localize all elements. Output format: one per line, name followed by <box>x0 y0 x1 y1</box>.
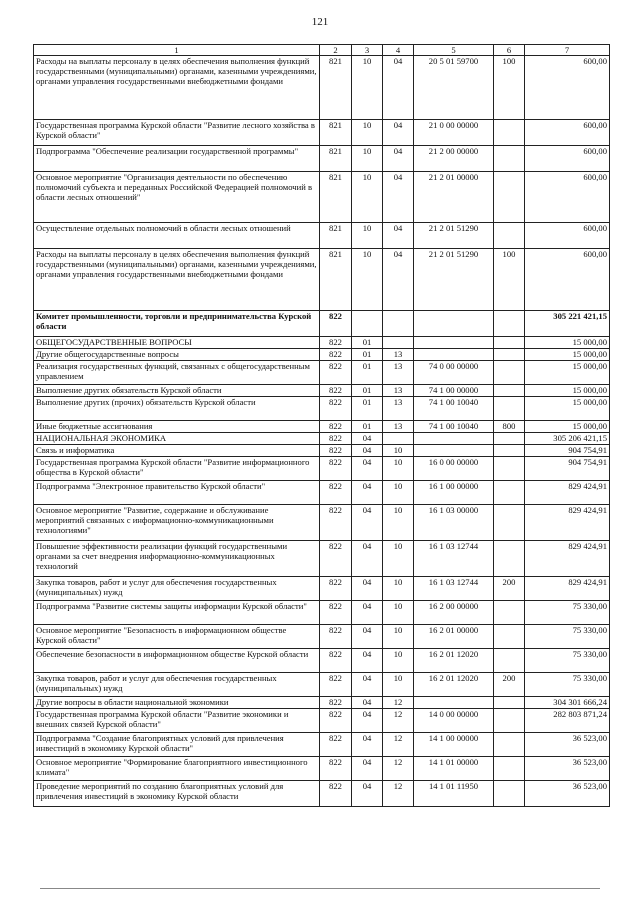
amount: 15 000,00 <box>525 397 610 421</box>
row-name: Расходы на выплаты персоналу в целях обеспечения выполнения функций государственными (муниципальными) органами, казенными учреждениями, органами управления государственными внебюджетными фондами <box>34 56 320 120</box>
expense-type-code <box>494 757 525 781</box>
ministry-code: 821 <box>320 172 352 223</box>
table-row <box>34 120 610 146</box>
table-row <box>34 601 610 625</box>
section-code: 10 <box>352 223 383 249</box>
row-name: Обеспечение безопасности в информационном обществе Курской области <box>34 649 320 673</box>
section-code: 04 <box>352 601 383 625</box>
section-code <box>352 311 383 337</box>
table-row <box>34 697 610 709</box>
subsection-code: 13 <box>383 421 414 433</box>
section-code: 04 <box>352 673 383 697</box>
row-name: Подпрограмма "Развитие системы защиты информации Курской области" <box>34 601 320 625</box>
row-name: Государственная программа Курской области "Развитие экономики и внешних связей Курской области" <box>34 709 320 733</box>
expense-type-code <box>494 349 525 361</box>
column-header: 3 <box>352 45 383 56</box>
subsection-code: 10 <box>383 541 414 577</box>
subsection-code: 13 <box>383 397 414 421</box>
section-code: 04 <box>352 457 383 481</box>
column-header: 1 <box>34 45 320 56</box>
section-code: 04 <box>352 577 383 601</box>
row-name: Иные бюджетные ассигнования <box>34 421 320 433</box>
subsection-code: 10 <box>383 673 414 697</box>
subsection-code <box>383 311 414 337</box>
section-code: 04 <box>352 697 383 709</box>
expense-type-code <box>494 223 525 249</box>
target-article-code: 21 2 00 00000 <box>414 146 494 172</box>
ministry-code: 822 <box>320 445 352 457</box>
table-row <box>34 733 610 757</box>
expense-type-code <box>494 625 525 649</box>
target-article-code <box>414 445 494 457</box>
ministry-code: 821 <box>320 249 352 311</box>
subsection-code: 04 <box>383 223 414 249</box>
expense-type-code <box>494 541 525 577</box>
target-article-code <box>414 311 494 337</box>
amount: 305 206 421,15 <box>525 433 610 445</box>
expense-type-code <box>494 120 525 146</box>
subsection-code: 13 <box>383 361 414 385</box>
amount: 904 754,91 <box>525 457 610 481</box>
target-article-code <box>414 337 494 349</box>
subsection-code: 04 <box>383 146 414 172</box>
row-name: Осуществление отдельных полномочий в области лесных отношений <box>34 223 320 249</box>
subsection-code: 10 <box>383 481 414 505</box>
table-row <box>34 385 610 397</box>
section-code: 04 <box>352 481 383 505</box>
ministry-code: 822 <box>320 697 352 709</box>
subsection-code: 04 <box>383 249 414 311</box>
target-article-code: 21 2 01 51290 <box>414 223 494 249</box>
amount: 15 000,00 <box>525 349 610 361</box>
table-row <box>34 649 610 673</box>
table-row <box>34 361 610 385</box>
expense-type-code <box>494 385 525 397</box>
target-article-code: 14 0 00 00000 <box>414 709 494 733</box>
subsection-code: 10 <box>383 625 414 649</box>
amount: 829 424,91 <box>525 577 610 601</box>
expense-type-code: 800 <box>494 421 525 433</box>
expense-type-code <box>494 445 525 457</box>
target-article-code: 20 5 01 59700 <box>414 56 494 120</box>
table-row <box>34 172 610 223</box>
expense-type-code <box>494 146 525 172</box>
amount: 15 000,00 <box>525 421 610 433</box>
target-article-code: 21 2 01 51290 <box>414 249 494 311</box>
table-row <box>34 625 610 649</box>
target-article-code: 16 1 00 00000 <box>414 481 494 505</box>
target-article-code: 74 1 00 10040 <box>414 421 494 433</box>
section-code: 04 <box>352 625 383 649</box>
subsection-code: 10 <box>383 445 414 457</box>
ministry-code: 822 <box>320 709 352 733</box>
subsection-code: 04 <box>383 120 414 146</box>
row-name: ОБЩЕГОСУДАРСТВЕННЫЕ ВОПРОСЫ <box>34 337 320 349</box>
section-code: 01 <box>352 361 383 385</box>
amount: 600,00 <box>525 172 610 223</box>
column-header: 7 <box>525 45 610 56</box>
target-article-code <box>414 697 494 709</box>
expense-type-code <box>494 709 525 733</box>
subsection-code: 04 <box>383 56 414 120</box>
table-row <box>34 421 610 433</box>
amount: 600,00 <box>525 146 610 172</box>
section-code: 04 <box>352 505 383 541</box>
target-article-code: 16 2 01 12020 <box>414 673 494 697</box>
expense-type-code: 200 <box>494 673 525 697</box>
table-row <box>34 781 610 807</box>
row-name: Выполнение других обязательств Курской области <box>34 385 320 397</box>
row-name: Основное мероприятие "Безопасность в информационном обществе Курской области" <box>34 625 320 649</box>
target-article-code: 74 0 00 00000 <box>414 361 494 385</box>
row-name: Основное мероприятие "Формирование благоприятного инвестиционного климата" <box>34 757 320 781</box>
section-code: 04 <box>352 433 383 445</box>
row-name: Государственная программа Курской области "Развитие лесного хозяйства в Курской области" <box>34 120 320 146</box>
section-code: 04 <box>352 781 383 807</box>
row-name: Государственная программа Курской области "Развитие информационного общества в Курской области" <box>34 457 320 481</box>
section-code: 01 <box>352 397 383 421</box>
ministry-code: 822 <box>320 505 352 541</box>
ministry-code: 822 <box>320 433 352 445</box>
subsection-code <box>383 433 414 445</box>
amount: 15 000,00 <box>525 361 610 385</box>
ministry-code: 822 <box>320 385 352 397</box>
ministry-code: 822 <box>320 457 352 481</box>
table-row <box>34 505 610 541</box>
target-article-code: 21 2 01 00000 <box>414 172 494 223</box>
table-row <box>34 757 610 781</box>
table-row <box>34 223 610 249</box>
table-row <box>34 673 610 697</box>
row-name: Основное мероприятие "Развитие, содержание и обслуживание мероприятий связанных с информационно-коммуникационными технологиями" <box>34 505 320 541</box>
target-article-code <box>414 349 494 361</box>
table-row <box>34 457 610 481</box>
target-article-code: 16 2 01 12020 <box>414 649 494 673</box>
amount: 304 301 666,24 <box>525 697 610 709</box>
table-row <box>34 577 610 601</box>
target-article-code <box>414 433 494 445</box>
subsection-code: 10 <box>383 577 414 601</box>
subsection-code: 04 <box>383 172 414 223</box>
amount: 829 424,91 <box>525 505 610 541</box>
expense-type-code <box>494 397 525 421</box>
subsection-code: 12 <box>383 709 414 733</box>
amount: 36 523,00 <box>525 733 610 757</box>
amount: 75 330,00 <box>525 601 610 625</box>
table-row <box>34 337 610 349</box>
subsection-code: 12 <box>383 757 414 781</box>
expense-type-code <box>494 733 525 757</box>
ministry-code: 822 <box>320 733 352 757</box>
section-code: 04 <box>352 649 383 673</box>
column-header-row <box>34 45 610 56</box>
target-article-code: 16 2 00 00000 <box>414 601 494 625</box>
section-code: 01 <box>352 337 383 349</box>
footer-divider <box>40 888 600 889</box>
row-name: Проведение мероприятий по созданию благоприятных условий для привлечения инвестиций в экономику Курской области <box>34 781 320 807</box>
ministry-code: 822 <box>320 421 352 433</box>
row-name: Закупка товаров, работ и услуг для обеспечения государственных (муниципальных) нужд <box>34 577 320 601</box>
ministry-code: 822 <box>320 781 352 807</box>
amount: 15 000,00 <box>525 385 610 397</box>
ministry-code: 822 <box>320 757 352 781</box>
target-article-code: 16 0 00 00000 <box>414 457 494 481</box>
table-row <box>34 481 610 505</box>
table-row <box>34 397 610 421</box>
amount: 829 424,91 <box>525 541 610 577</box>
subsection-code: 12 <box>383 781 414 807</box>
ministry-code: 822 <box>320 311 352 337</box>
section-code: 10 <box>352 146 383 172</box>
target-article-code: 14 1 01 11950 <box>414 781 494 807</box>
expense-type-code <box>494 649 525 673</box>
column-header: 5 <box>414 45 494 56</box>
amount: 600,00 <box>525 223 610 249</box>
amount: 75 330,00 <box>525 673 610 697</box>
budget-table <box>33 44 610 807</box>
amount: 600,00 <box>525 249 610 311</box>
ministry-code: 822 <box>320 577 352 601</box>
column-header: 2 <box>320 45 352 56</box>
section-code: 01 <box>352 385 383 397</box>
expense-type-code <box>494 172 525 223</box>
ministry-code: 822 <box>320 361 352 385</box>
expense-type-code: 100 <box>494 249 525 311</box>
section-code: 04 <box>352 541 383 577</box>
ministry-code: 822 <box>320 397 352 421</box>
ministry-code: 822 <box>320 649 352 673</box>
expense-type-code: 100 <box>494 56 525 120</box>
section-code: 10 <box>352 120 383 146</box>
section-code: 10 <box>352 56 383 120</box>
amount: 600,00 <box>525 120 610 146</box>
target-article-code: 16 1 03 12744 <box>414 577 494 601</box>
section-code: 04 <box>352 733 383 757</box>
row-name: Основное мероприятие "Организация деятельности по обеспечению полномочий субъекта и переданных Российской Федерацией полномочий в области лесных отношений" <box>34 172 320 223</box>
row-name: Подпрограмма "Создание благоприятных условий для привлечения инвестиций в экономику Курской области" <box>34 733 320 757</box>
table-row <box>34 709 610 733</box>
column-header: 4 <box>383 45 414 56</box>
row-name: Расходы на выплаты персоналу в целях обеспечения выполнения функций государственными (муниципальными) органами, казенными учреждениями, органами управления государственными внебюджетными фондами <box>34 249 320 311</box>
subsection-code <box>383 337 414 349</box>
subsection-code: 13 <box>383 349 414 361</box>
ministry-code: 822 <box>320 337 352 349</box>
target-article-code: 21 0 00 00000 <box>414 120 494 146</box>
subsection-code: 10 <box>383 505 414 541</box>
ministry-code: 821 <box>320 223 352 249</box>
section-code: 01 <box>352 349 383 361</box>
target-article-code: 16 1 03 00000 <box>414 505 494 541</box>
ministry-code: 822 <box>320 601 352 625</box>
amount: 282 803 871,24 <box>525 709 610 733</box>
row-name: Связь и информатика <box>34 445 320 457</box>
amount: 36 523,00 <box>525 781 610 807</box>
expense-type-code <box>494 311 525 337</box>
expense-type-code <box>494 457 525 481</box>
subsection-code: 10 <box>383 649 414 673</box>
expense-type-code <box>494 601 525 625</box>
expense-type-code <box>494 433 525 445</box>
section-code: 10 <box>352 249 383 311</box>
subsection-code: 12 <box>383 697 414 709</box>
amount: 904 754,91 <box>525 445 610 457</box>
row-name: Подпрограмма "Обеспечение реализации государственной программы" <box>34 146 320 172</box>
row-name: Закупка товаров, работ и услуг для обеспечения государственных (муниципальных) нужд <box>34 673 320 697</box>
expense-type-code: 200 <box>494 577 525 601</box>
ministry-code: 822 <box>320 625 352 649</box>
section-code: 01 <box>352 421 383 433</box>
amount: 15 000,00 <box>525 337 610 349</box>
subsection-code: 10 <box>383 457 414 481</box>
row-name: НАЦИОНАЛЬНАЯ ЭКОНОМИКА <box>34 433 320 445</box>
amount: 75 330,00 <box>525 625 610 649</box>
target-article-code: 74 1 00 10040 <box>414 397 494 421</box>
ministry-code: 821 <box>320 56 352 120</box>
section-code: 10 <box>352 172 383 223</box>
row-name: Другие общегосударственные вопросы <box>34 349 320 361</box>
table-row <box>34 56 610 120</box>
expense-type-code <box>494 361 525 385</box>
table-row <box>34 445 610 457</box>
column-header: 6 <box>494 45 525 56</box>
section-code: 04 <box>352 445 383 457</box>
amount: 829 424,91 <box>525 481 610 505</box>
section-code: 04 <box>352 709 383 733</box>
target-article-code: 74 1 00 00000 <box>414 385 494 397</box>
table-row <box>34 146 610 172</box>
amount: 36 523,00 <box>525 757 610 781</box>
row-name: Реализация государственных функций, связанных с общегосударственным управлением <box>34 361 320 385</box>
table-row <box>34 541 610 577</box>
row-name: Подпрограмма "Электронное правительство Курской области" <box>34 481 320 505</box>
ministry-code: 822 <box>320 349 352 361</box>
page-number: 121 <box>311 16 329 28</box>
amount: 305 221 421,15 <box>525 311 610 337</box>
target-article-code: 14 1 00 00000 <box>414 733 494 757</box>
subsection-code: 13 <box>383 385 414 397</box>
table-row <box>34 433 610 445</box>
table-row <box>34 349 610 361</box>
target-article-code: 16 2 01 00000 <box>414 625 494 649</box>
amount: 600,00 <box>525 56 610 120</box>
target-article-code: 16 1 03 12744 <box>414 541 494 577</box>
expense-type-code <box>494 481 525 505</box>
expense-type-code <box>494 781 525 807</box>
amount: 75 330,00 <box>525 649 610 673</box>
subsection-code: 12 <box>383 733 414 757</box>
row-name: Повышение эффективности реализации функций государственными органами за счет внедрения информационно-коммуникационных технологий <box>34 541 320 577</box>
expense-type-code <box>494 505 525 541</box>
row-name: Другие вопросы в области национальной экономики <box>34 697 320 709</box>
subsection-code: 10 <box>383 601 414 625</box>
table-row <box>34 311 610 337</box>
ministry-code: 822 <box>320 541 352 577</box>
table-row <box>34 249 610 311</box>
expense-type-code <box>494 697 525 709</box>
row-name: Выполнение других (прочих) обязательств Курской области <box>34 397 320 421</box>
expense-type-code <box>494 337 525 349</box>
ministry-code: 821 <box>320 120 352 146</box>
section-code: 04 <box>352 757 383 781</box>
target-article-code: 14 1 01 00000 <box>414 757 494 781</box>
row-name: Комитет промышленности, торговли и предпринимательства Курской области <box>34 311 320 337</box>
ministry-code: 822 <box>320 481 352 505</box>
ministry-code: 821 <box>320 146 352 172</box>
ministry-code: 822 <box>320 673 352 697</box>
